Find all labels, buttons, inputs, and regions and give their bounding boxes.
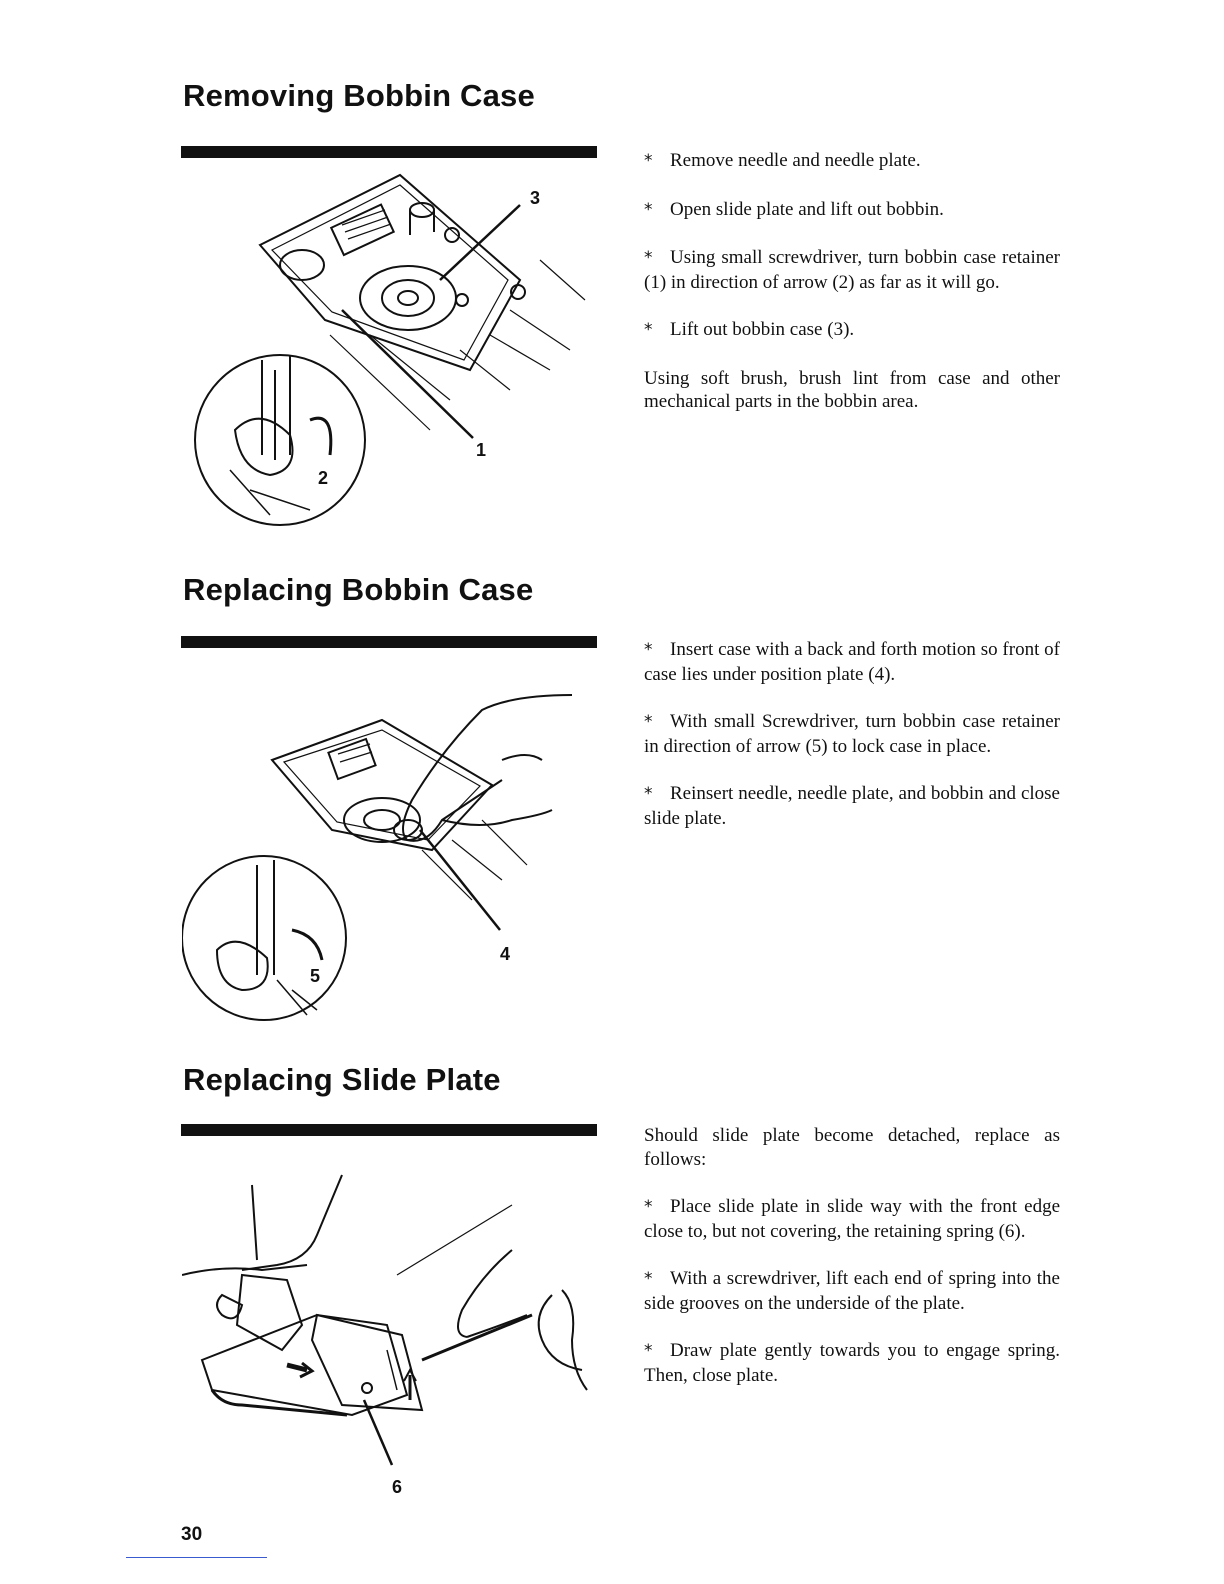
section-2-text bbox=[644, 638, 1060, 854]
bullet-star: * bbox=[644, 1197, 653, 1217]
section-rule bbox=[181, 1124, 597, 1136]
callout-2: 2 bbox=[318, 468, 329, 488]
section-title-replacing-bobbin-case: Replacing Bobbin Case bbox=[183, 572, 534, 607]
paragraph: * Reinsert needle, needle plate, and bobbin and close slide plate. bbox=[644, 783, 1060, 829]
paragraph: * Place slide plate in slide way with the front edge close to, but not covering, the retaining spring (6). bbox=[644, 1196, 1060, 1242]
figure-removing-bobbin-case bbox=[190, 170, 600, 530]
callout-5: 5 bbox=[310, 966, 321, 986]
bullet-star: * bbox=[644, 320, 653, 340]
section-1-text bbox=[644, 149, 1060, 438]
callout-1: 1 bbox=[476, 440, 487, 460]
bullet-star: * bbox=[644, 712, 653, 732]
bullet-star: * bbox=[644, 640, 653, 660]
bullet-star: * bbox=[644, 784, 653, 804]
footer-line bbox=[126, 1557, 267, 1558]
figure-replacing-slide-plate bbox=[182, 1165, 602, 1505]
bullet-star: * bbox=[644, 1341, 653, 1361]
paragraph: * With a screwdriver, lift each end of spring into the side grooves on the underside of the plate. bbox=[644, 1268, 1060, 1314]
section-rule bbox=[181, 146, 597, 158]
section-title-replacing-slide-plate: Replacing Slide Plate bbox=[183, 1062, 501, 1097]
section-3-text bbox=[644, 1124, 1060, 1411]
bullet-star: * bbox=[644, 248, 653, 268]
paragraph: * Open slide plate and lift out bobbin. bbox=[644, 198, 1060, 223]
bullet-star: * bbox=[644, 1269, 653, 1289]
callout-4: 4 bbox=[500, 944, 511, 964]
callout-3: 3 bbox=[530, 188, 541, 208]
paragraph: * Insert case with a back and forth motion so front of case lies under position plate (4). bbox=[644, 639, 1060, 685]
figure-replacing-bobbin-case bbox=[182, 690, 592, 1030]
callout-6: 6 bbox=[392, 1477, 403, 1497]
paragraph: * Remove needle and needle plate. bbox=[644, 149, 1060, 174]
paragraph: * Lift out bobbin case (3). bbox=[644, 318, 1060, 343]
bullet-star: * bbox=[644, 151, 653, 171]
bullet-star: * bbox=[644, 199, 653, 220]
paragraph: Should slide plate become detached, replace as follows: bbox=[644, 1125, 1060, 1170]
section-rule bbox=[181, 636, 597, 648]
paragraph: * Draw plate gently towards you to engage spring. Then, close plate. bbox=[644, 1340, 1060, 1386]
paragraph: * Using small screwdriver, turn bobbin case retainer (1) in direction of arrow (2) as far as it will go. bbox=[644, 247, 1060, 293]
paragraph: Using soft brush, brush lint from case and other mechanical parts in the bobbin area. bbox=[644, 367, 1060, 412]
paragraph: * With small Screwdriver, turn bobbin case retainer in direction of arrow (5) to lock case in place. bbox=[644, 711, 1060, 757]
section-title-removing-bobbin-case: Removing Bobbin Case bbox=[183, 78, 535, 113]
page-number: 30 bbox=[181, 1524, 203, 1545]
